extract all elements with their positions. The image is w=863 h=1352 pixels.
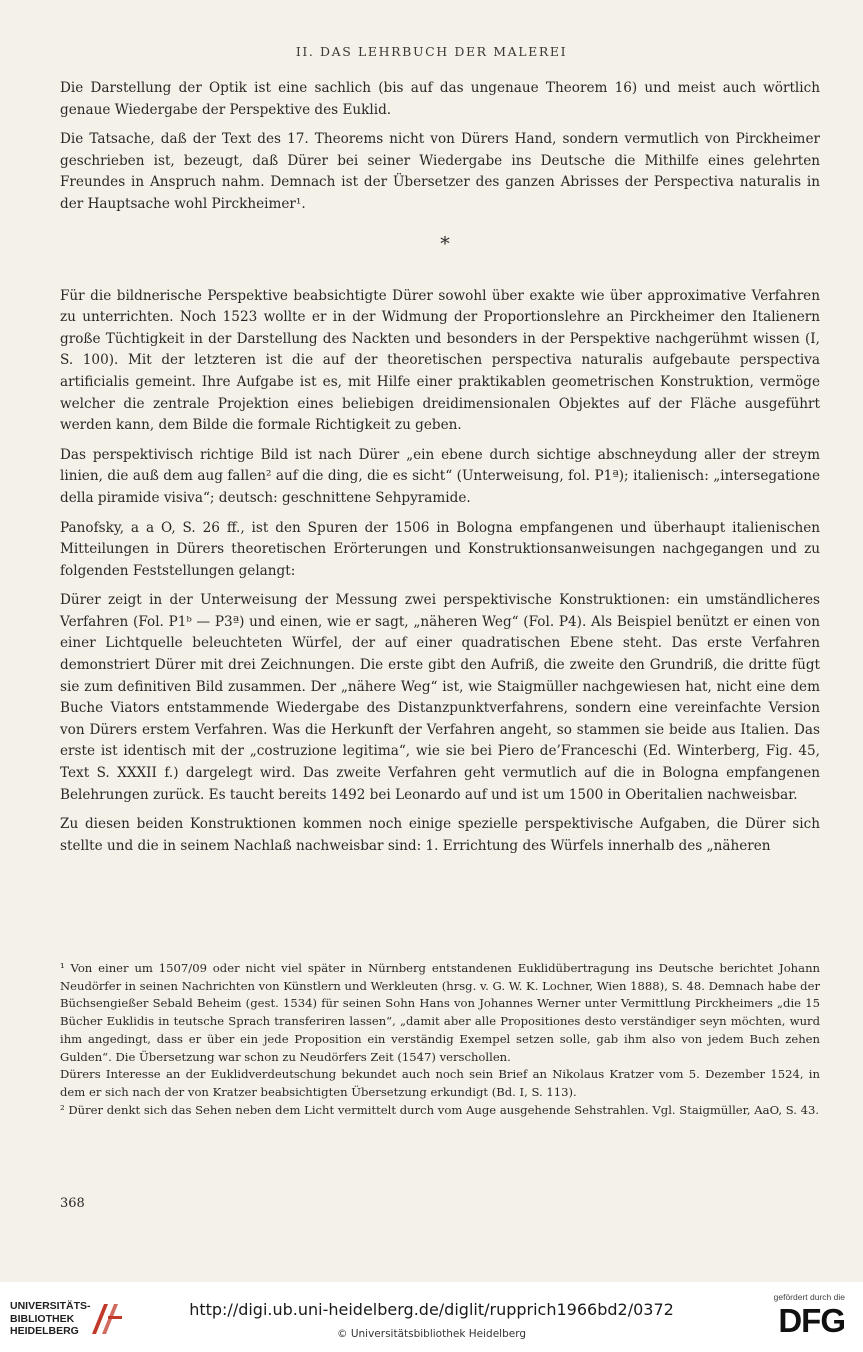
- copyright-notice: © Universitätsbibliothek Heidelberg: [336, 1328, 526, 1340]
- paragraph-5: Panofsky, a a O, S. 26 ff., ist den Spuren der 1506 in Bologna empfangenen und überhaupt italienischen Mitteilungen in Dürers theoretischen Erörterungen und Konstruktionsanweisungen nachgegangen und zu folgenden Feststellungen gelangt:: [60, 519, 820, 579]
- footnotes: [60, 960, 820, 1119]
- main-text: [60, 78, 820, 865]
- paragraph-2: Die Tatsache, daß der Text des 17. Theorems nicht von Dürers Hand, sondern vermutlich von Pirckheimer geschrieben ist, bezeugt, daß Dürer bei seiner Wiedergabe ins Deutsche die Mithilfe eines gelehrten Freundes in Anspruch nahm. Demnach ist der Übersetzer des ganzen Abrisses der Perspectiva naturalis in der Hauptsache wohl Pirckheimer¹.: [60, 131, 820, 212]
- ub-logo-line-3: HEIDELBERG: [10, 1325, 79, 1337]
- paragraph-3: Für die bildnerische Perspektive beabsichtigte Dürer sowohl über exakte wie über approximative Verfahren zu unterrichten. Noch 1523 wollte er in der Widmung der Proportionslehre an Pirckheimer den Italienern große Tüchtigkeit in der Darstellung des Nackten und besonders in der Perspektive nachgerühmt wissen (I, S. 100). Mit der letzteren ist die auf der theoretischen perspectiva naturalis aufgebaute perspectiva artificialis gemeint. Ihre Aufgabe ist es, mit Hilfe einer praktikablen geometrischen Konstruktion, vermöge welcher die zentrale Projektion eines beliebigen dreidimensionalen Objektes auf der Fläche ausgeführt werden kann, dem Bilde die formale Richtigkeit zu geben.: [60, 287, 820, 434]
- running-head: II. DAS LEHRBUCH DER MALEREI: [295, 44, 568, 59]
- footnote-1: ¹ Von einer um 1507/09 oder nicht viel später in Nürnberg entstandenen Euklidübertragung ins Deutsche berichtet Johann Neudörfer in seinen Nachrichten von Künstlern und Werkleuten (hrsg. v. G. W. K. Lochner, Wien 1888), S. 48. Demnach habe der Büchsengießer Sebald Beheim (gest. 1534) für seinen Sohn Hans von Johannes Werner unter Vermittlung Pirckheimers „die 15 Bücher Euklidis in teutsche Sprach transferiren lassen“, „damit aber alle Propositiones desto verständiger seyn möchten, wurd ihm angedingt, dass er über ein jede Proposition ein verständig Exempel setzen solle, gab ihm also von jedem Buch zehen Gulden“. Die Übersetzung war schon zu Neudörfers Zeit (1547) verschollen.: [60, 961, 820, 1064]
- paragraph-6: Dürer zeigt in der Unterweisung der Messung zwei perspektivische Konstruktionen: ein umständlicheres Verfahren (Fol. P1ᵇ — P3ª) und einen, wie er sagt, „näheren Weg“ (Fol. P4). Als Beispiel benützt er einen von einer Lichtquelle beleuchteten Würfel, der auf einer quadratischen Ebene steht. Das erste Verfahren demonstriert Dürer mit drei Zeichnungen. Die erste gibt den Aufriß, die zweite den Grundriß, die dritte fügt sie zum definitiven Bild zusammen. Der „nähere Weg“ ist, wie Staigmüller nachgewiesen hat, nicht eine dem Buche Viators entstammende Wiedergabe des Distanzpunktverfahrens, sondern eine vereinfachte Version von Dürers erstem Verfahren. Was die Herkunft der Verfahren angeht, so stammen sie beide aus Italien. Das erste ist identisch mit der „costruzione legitima“, wie sie bei Piero de’Franceschi (Ed. Winterberg, Fig. 45, Text S. XXXII f.) dargelegt wird. Das zweite Verfahren geht vermutlich auf die in Bologna empfangenen Belehrungen zurück. Es taucht bereits 1492 bei Leonardo auf und ist um 1500 in Oberitalien nachweisbar.: [60, 592, 820, 803]
- paragraph-4: Das perspektivisch richtige Bild ist nach Dürer „ein ebene durch sichtige abschneydung aller der streym linien, die auß dem aug fallen² auf die ding, die es sicht“ (Unterweisung, fol. P1ª); italienisch: „intersegatione della piramide visiva“; deutsch: geschnittene Sehpyramide.: [60, 446, 820, 506]
- footnote-2: ² Dürer denkt sich das Sehen neben dem Licht vermittelt durch vom Auge ausgehende Sehstrahlen. Vgl. Staigmüller, AaO, S. 43.: [60, 1102, 820, 1117]
- section-divider-asterisk: *: [440, 232, 450, 255]
- paragraph-7: Zu diesen beiden Konstruktionen kommen noch einige spezielle perspektivische Aufgaben, die Dürer sich stellte und die in seinem Nachlaß nachweisbar sind: 1. Errichtung des Würfels innerhalb des „näheren: [60, 816, 820, 854]
- dfg-logo[interactable]: [759, 1292, 845, 1346]
- paragraph-1: Die Darstellung der Optik ist eine sachlich (bis auf das ungenaue Theorem 16) und meist auch wörtlich genaue Wiedergabe der Perspektive des Euklid.: [60, 80, 820, 118]
- ub-logo-line-2: BIBLIOTHEK: [10, 1312, 75, 1325]
- permalink-url[interactable]: http://digi.ub.uni-heidelberg.de/diglit/rupprich1966bd2/0372: [189, 1300, 674, 1319]
- dfg-logo-text: DFG: [778, 1302, 845, 1339]
- viewer-footer: [0, 1282, 863, 1352]
- funding-note: gefördert durch die: [773, 1292, 845, 1302]
- ub-logo-line-1: UNIVERSITÄTS-: [10, 1300, 91, 1312]
- page-number: 368: [60, 1196, 85, 1211]
- footnote-1-continued: Dürers Interesse an der Euklidverdeutschung bekundet auch noch sein Brief an Nikolaus Kratzer vom 5. Dezember 1524, in dem er sich nach der von Kratzer beabsichtigten Übersetzung erkundigt (Bd. I, S. 113).: [60, 1067, 820, 1099]
